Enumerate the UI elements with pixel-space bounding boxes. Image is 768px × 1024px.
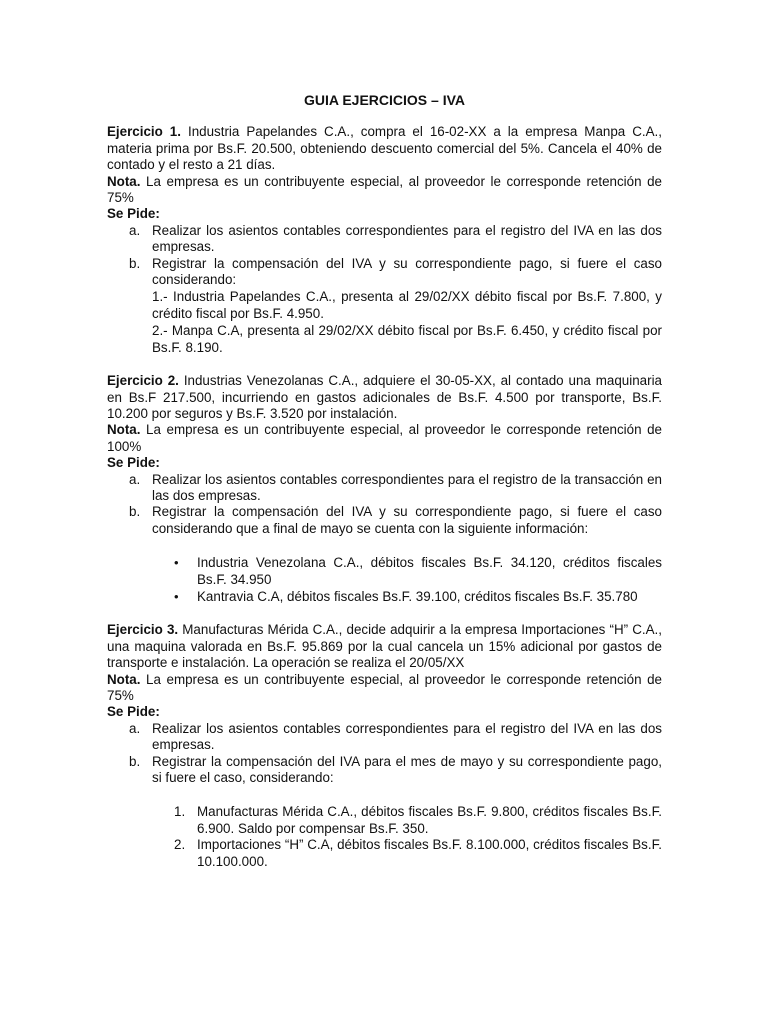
task-text: Realizar los asientos contables correspondientes para el registro del IVA en las dos empresas. xyxy=(152,222,662,255)
note-label: Nota. xyxy=(107,671,141,687)
item-number: 1. xyxy=(174,804,186,820)
exercise-3 xyxy=(107,622,662,870)
bullet-icon: • xyxy=(174,588,179,604)
exercise-2-label: Ejercicio 2. xyxy=(107,373,179,389)
note-text: La empresa es un contribuyente especial, al proveedor le corresponde retención de 75% xyxy=(107,173,662,206)
bullet-icon: • xyxy=(174,555,179,571)
exercise-2-statement xyxy=(107,373,662,422)
task-b xyxy=(107,754,662,787)
bullet-item xyxy=(107,555,662,588)
task-marker: b. xyxy=(129,753,141,769)
exercise-3-numbered-list xyxy=(107,804,662,870)
exercise-2-bullets xyxy=(107,555,662,605)
task-text: Realizar los asientos contables correspondientes para el registro de la transacción en las dos empresas. xyxy=(152,471,662,503)
se-pide-label: Se Pide: xyxy=(107,704,160,720)
exercise-3-se-pide xyxy=(107,704,662,720)
task-marker: a. xyxy=(129,222,141,238)
note-label: Nota. xyxy=(107,173,141,189)
task-a xyxy=(107,472,662,505)
exercise-1-statement xyxy=(107,124,662,173)
exercise-2 xyxy=(107,373,662,605)
exercise-1-text: Industria Papelandes C.A., compra el 16-02-XX a la empresa Manpa C.A., materia prima por Bs.F. 20.500, obteniendo descuento comercial del 5%. Cancela el 40% de contado y el resto a 21 días. xyxy=(107,124,662,173)
task-marker: b. xyxy=(129,255,141,271)
se-pide-label: Se Pide: xyxy=(107,455,160,471)
task-marker: b. xyxy=(129,504,141,520)
exercise-3-statement xyxy=(107,622,662,671)
task-b xyxy=(107,256,662,356)
note-text: La empresa es un contribuyente especial, al proveedor le corresponde retención de 75% xyxy=(107,671,662,703)
exercise-3-note xyxy=(107,672,662,705)
task-marker: a. xyxy=(129,720,141,736)
item-number: 2. xyxy=(174,837,186,853)
bullet-text: Industria Venezolana C.A., débitos fiscales Bs.F. 34.120, créditos fiscales Bs.F. 34.950 xyxy=(197,555,662,587)
detail-item: 2.- Manpa C.A, presenta al 29/02/XX débito fiscal por Bs.F. 6.450, y crédito fiscal por Bs.F. 8.190. xyxy=(152,323,662,355)
se-pide-label: Se Pide: xyxy=(107,206,160,222)
exercise-1-se-pide xyxy=(107,206,662,222)
task-text: Registrar la compensación del IVA y su correspondiente pago, si fuere el caso considerando: xyxy=(152,255,662,288)
task-a xyxy=(107,223,662,256)
exercise-3-label: Ejercicio 3. xyxy=(107,622,179,638)
task-text: Registrar la compensación del IVA y su correspondiente pago, si fuere el caso considerando que a final de mayo se cuenta con la siguiente información: xyxy=(152,504,662,536)
exercise-3-text: Manufacturas Mérida C.A., decide adquirir a la empresa Importaciones “H” C.A., una maquina valorada en Bs.F. 95.869 por la cual cancela un 15% adicional por gastos de transporte e instalación. La operación se realiza el 20/05/XX xyxy=(107,622,662,671)
exercise-2-text: Industrias Venezolanas C.A., adquiere el 30-05-XX, al contado una maquinaria en Bs.F 217.500, incurriendo en gastos adicionales de Bs.F. 4.500 por transporte, Bs.F. 10.200 por seguros y Bs.F. 3.520 por instalación. xyxy=(107,373,662,421)
numbered-item xyxy=(107,804,662,837)
note-text: La empresa es un contribuyente especial, al proveedor le corresponde retención de 100% xyxy=(107,422,662,454)
task-text: Registrar la compensación del IVA para el mes de mayo y su correspondiente pago, si fuere el caso, considerando: xyxy=(152,753,662,786)
task-text: Realizar los asientos contables correspondientes para el registro del IVA en las dos empresas. xyxy=(152,720,662,753)
task-b-details xyxy=(152,289,662,356)
exercise-3-tasks xyxy=(107,721,662,787)
task-a xyxy=(107,721,662,754)
detail-item: 1.- Industria Papelandes C.A., presenta al 29/02/XX débito fiscal por Bs.F. 7.800, y crédito fiscal por Bs.F. 4.950. xyxy=(152,289,662,321)
document-body xyxy=(107,92,662,887)
exercise-1-label: Ejercicio 1. xyxy=(107,124,181,140)
task-b xyxy=(107,504,662,537)
item-text: Importaciones “H” C.A, débitos fiscales Bs.F. 8.100.000, créditos fiscales Bs.F. 10.100.000. xyxy=(197,837,662,869)
exercise-1-tasks xyxy=(107,223,662,356)
bullet-text: Kantravia C.A, débitos fiscales Bs.F. 39.100, créditos fiscales Bs.F. 35.780 xyxy=(197,588,638,604)
exercise-2-se-pide xyxy=(107,455,662,471)
item-text: Manufacturas Mérida C.A., débitos fiscales Bs.F. 9.800, créditos fiscales Bs.F. 6.900. Saldo por compensar Bs.F. 350. xyxy=(197,804,662,836)
task-marker: a. xyxy=(129,471,141,487)
exercise-2-tasks xyxy=(107,472,662,538)
numbered-item xyxy=(107,837,662,870)
bullet-item xyxy=(107,589,662,605)
document-title: GUIA EJERCICIOS – IVA xyxy=(303,92,466,108)
exercise-1 xyxy=(107,124,662,356)
exercise-2-note xyxy=(107,422,662,455)
exercise-1-note xyxy=(107,174,662,207)
note-label: Nota. xyxy=(107,422,141,438)
